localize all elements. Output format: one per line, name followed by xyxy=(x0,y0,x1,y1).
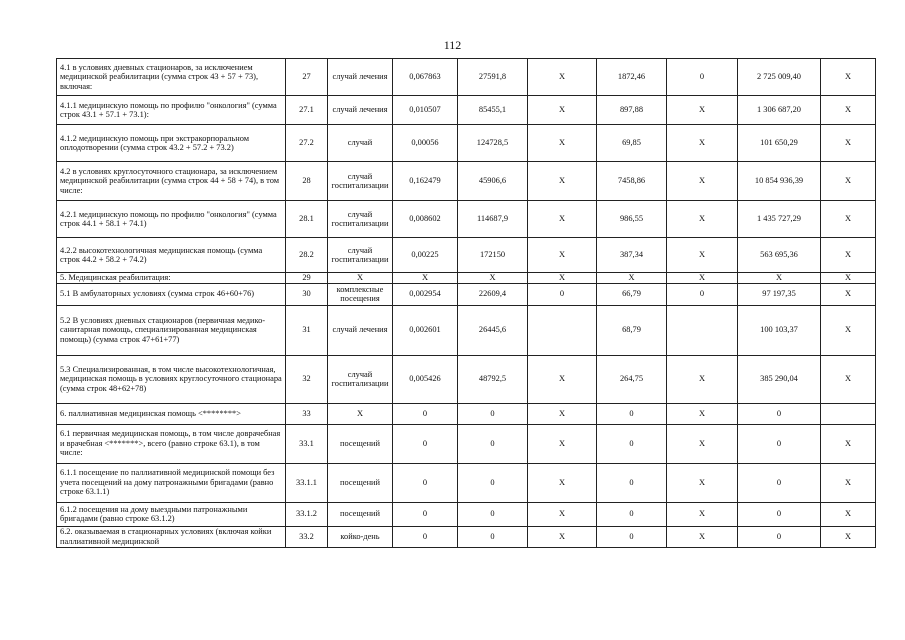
row-code: 29 xyxy=(286,273,328,284)
row-col7: 1872,46 xyxy=(597,59,667,96)
row-col6: 0 xyxy=(528,283,597,305)
row-col9: 385 290,04 xyxy=(738,355,821,403)
row-col7: 0 xyxy=(597,502,667,526)
row-col6: Х xyxy=(528,424,597,463)
row-cost: 0 xyxy=(458,463,528,502)
row-col8: 0 xyxy=(667,283,738,305)
row-unit: случай госпитализации xyxy=(328,238,393,273)
row-cost: 22609,4 xyxy=(458,283,528,305)
row-col8: Х xyxy=(667,162,738,201)
row-col10: Х xyxy=(821,424,876,463)
table-row xyxy=(57,463,876,502)
row-col8: Х xyxy=(667,273,738,284)
row-code: 28.1 xyxy=(286,201,328,238)
row-unit: посещений xyxy=(328,463,393,502)
row-col7: 264,75 xyxy=(597,355,667,403)
table-row xyxy=(57,526,876,547)
row-col10: Х xyxy=(821,273,876,284)
table-row xyxy=(57,305,876,355)
table-row xyxy=(57,283,876,305)
row-norm: 0,067863 xyxy=(393,59,458,96)
row-col8: Х xyxy=(667,526,738,547)
row-col9: 1 306 687,20 xyxy=(738,96,821,125)
row-norm: 0,005426 xyxy=(393,355,458,403)
row-unit: случай лечения xyxy=(328,59,393,96)
row-cost: 48792,5 xyxy=(458,355,528,403)
row-norm: 0 xyxy=(393,424,458,463)
row-code: 28 xyxy=(286,162,328,201)
row-name: 4.1.1 медицинскую помощь по профилю "онкология" (сумма строк 43.1 + 57.1 + 73.1): xyxy=(57,96,286,125)
row-col9: 0 xyxy=(738,502,821,526)
row-code: 33.1.2 xyxy=(286,502,328,526)
row-unit: посещений xyxy=(328,424,393,463)
row-col7: 387,34 xyxy=(597,238,667,273)
row-cost: 85455,1 xyxy=(458,96,528,125)
row-col10: Х xyxy=(821,283,876,305)
table-row xyxy=(57,273,876,284)
row-name: 6.1 первичная медицинская помощь, в том числе доврачебная и врачебная <*******>, всего (равно строке 63.1), в том числе: xyxy=(57,424,286,463)
data-table xyxy=(56,58,876,548)
row-col6: Х xyxy=(528,355,597,403)
row-col6 xyxy=(528,305,597,355)
row-code: 33.2 xyxy=(286,526,328,547)
row-col10: Х xyxy=(821,526,876,547)
row-code: 31 xyxy=(286,305,328,355)
row-norm: 0,162479 xyxy=(393,162,458,201)
row-cost: 0 xyxy=(458,502,528,526)
row-col10: Х xyxy=(821,125,876,162)
row-col9: 0 xyxy=(738,526,821,547)
row-col10: Х xyxy=(821,305,876,355)
row-col8: Х xyxy=(667,463,738,502)
row-code: 30 xyxy=(286,283,328,305)
row-col9: 1 435 727,29 xyxy=(738,201,821,238)
row-col9: Х xyxy=(738,273,821,284)
row-col6: Х xyxy=(528,125,597,162)
row-unit: случай госпитализации xyxy=(328,355,393,403)
row-norm: 0,00056 xyxy=(393,125,458,162)
row-name: 4.1.2 медицинскую помощь при экстракорпоральном оплодотворении (сумма строк 43.2 + 57.2 + 73.2) xyxy=(57,125,286,162)
row-col6: Х xyxy=(528,403,597,424)
row-col8: Х xyxy=(667,125,738,162)
row-norm: 0 xyxy=(393,526,458,547)
row-cost: 0 xyxy=(458,403,528,424)
table-row xyxy=(57,238,876,273)
row-col9: 101 650,29 xyxy=(738,125,821,162)
row-unit: посещений xyxy=(328,502,393,526)
row-col10: Х xyxy=(821,59,876,96)
row-col9: 563 695,36 xyxy=(738,238,821,273)
row-norm: 0 xyxy=(393,403,458,424)
row-col7: Х xyxy=(597,273,667,284)
row-cost: Х xyxy=(458,273,528,284)
row-name: 5.3 Специализированная, в том числе высокотехнологичная, медицинская помощь в условиях круглосуточного стационара (сумма строк 48+62+78) xyxy=(57,355,286,403)
row-col8: Х xyxy=(667,502,738,526)
row-col7: 0 xyxy=(597,424,667,463)
row-col9: 10 854 936,39 xyxy=(738,162,821,201)
row-col8: Х xyxy=(667,424,738,463)
row-col7: 897,88 xyxy=(597,96,667,125)
table-row xyxy=(57,96,876,125)
table-row xyxy=(57,502,876,526)
table-body xyxy=(57,59,876,548)
row-name: 6. паллиативная медицинская помощь <********> xyxy=(57,403,286,424)
row-norm: 0,008602 xyxy=(393,201,458,238)
row-name: 4.1 в условиях дневных стационаров, за исключением медицинской реабилитации (сумма строк 43 + 57 + 73), включая: xyxy=(57,59,286,96)
row-cost: 0 xyxy=(458,526,528,547)
row-col8: Х xyxy=(667,201,738,238)
row-col10: Х xyxy=(821,238,876,273)
row-norm: 0,00225 xyxy=(393,238,458,273)
row-col6: Х xyxy=(528,502,597,526)
row-col7: 69,85 xyxy=(597,125,667,162)
row-unit: Х xyxy=(328,273,393,284)
row-code: 33.1 xyxy=(286,424,328,463)
row-name: 6.2. оказываемая в стационарных условиях (включая койки паллиативной медицинской xyxy=(57,526,286,547)
row-col9: 2 725 009,40 xyxy=(738,59,821,96)
row-col8: 0 xyxy=(667,59,738,96)
table-row xyxy=(57,355,876,403)
row-name: 4.2.2 высокотехнологичная медицинская помощь (сумма строк 44.2 + 58.2 + 74.2) xyxy=(57,238,286,273)
row-cost: 172150 xyxy=(458,238,528,273)
table-row xyxy=(57,403,876,424)
row-unit: случай лечения xyxy=(328,305,393,355)
row-col9: 0 xyxy=(738,403,821,424)
row-col7: 0 xyxy=(597,463,667,502)
row-code: 33.1.1 xyxy=(286,463,328,502)
table-row xyxy=(57,424,876,463)
row-col6: Х xyxy=(528,162,597,201)
row-col6: Х xyxy=(528,201,597,238)
row-col7: 986,55 xyxy=(597,201,667,238)
row-name: 4.2 в условиях круглосуточного стационара, за исключением медицинской реабилитации (сумма строк 44 + 58 + 74), в том числе: xyxy=(57,162,286,201)
row-unit: случай xyxy=(328,125,393,162)
row-col7: 66,79 xyxy=(597,283,667,305)
table-row xyxy=(57,59,876,96)
row-name: 4.2.1 медицинскую помощь по профилю "онкология" (сумма строк 44.1 + 58.1 + 74.1) xyxy=(57,201,286,238)
row-col9: 0 xyxy=(738,424,821,463)
table-row xyxy=(57,201,876,238)
row-col8: Х xyxy=(667,403,738,424)
row-code: 27 xyxy=(286,59,328,96)
row-cost: 45906,6 xyxy=(458,162,528,201)
row-col6: Х xyxy=(528,238,597,273)
row-norm: 0,010507 xyxy=(393,96,458,125)
row-cost: 124728,5 xyxy=(458,125,528,162)
row-cost: 26445,6 xyxy=(458,305,528,355)
row-col10: Х xyxy=(821,201,876,238)
row-cost: 0 xyxy=(458,424,528,463)
row-cost: 114687,9 xyxy=(458,201,528,238)
row-code: 32 xyxy=(286,355,328,403)
row-col8: Х xyxy=(667,238,738,273)
row-col8: Х xyxy=(667,96,738,125)
row-unit: Х xyxy=(328,403,393,424)
row-col10 xyxy=(821,403,876,424)
row-col10: Х xyxy=(821,355,876,403)
row-col7: 0 xyxy=(597,526,667,547)
page-number: 112 xyxy=(443,38,462,52)
row-col10: Х xyxy=(821,502,876,526)
row-col7: 68,79 xyxy=(597,305,667,355)
row-col9: 97 197,35 xyxy=(738,283,821,305)
row-col6: Х xyxy=(528,59,597,96)
row-norm: 0 xyxy=(393,502,458,526)
row-col10: Х xyxy=(821,463,876,502)
row-norm: 0 xyxy=(393,463,458,502)
row-cost: 27591,8 xyxy=(458,59,528,96)
row-col9: 100 103,37 xyxy=(738,305,821,355)
row-unit: случай госпитализации xyxy=(328,162,393,201)
row-name: 6.1.2 посещения на дому выездными патронажными бригадами (равно строке 63.1.2) xyxy=(57,502,286,526)
row-col6: Х xyxy=(528,526,597,547)
row-norm: 0,002601 xyxy=(393,305,458,355)
row-name: 5.2 В условиях дневных стационаров (первичная медико-санитарная помощь, специализированная медицинская помощь) (сумма строк 47+61+77) xyxy=(57,305,286,355)
row-name: 6.1.1 посещение по паллиативной медицинской помощи без учета посещений на дому патронажными бригадами (равно строке 63.1.1) xyxy=(57,463,286,502)
row-col8 xyxy=(667,305,738,355)
row-code: 27.2 xyxy=(286,125,328,162)
row-col6: Х xyxy=(528,463,597,502)
row-unit: комплексные посещения xyxy=(328,283,393,305)
row-code: 27.1 xyxy=(286,96,328,125)
row-code: 28.2 xyxy=(286,238,328,273)
table-row xyxy=(57,162,876,201)
row-unit: случай лечения xyxy=(328,96,393,125)
row-unit: койко-день xyxy=(328,526,393,547)
table-row xyxy=(57,125,876,162)
row-unit: случай госпитализации xyxy=(328,201,393,238)
row-col7: 7458,86 xyxy=(597,162,667,201)
row-col10: Х xyxy=(821,96,876,125)
row-norm: Х xyxy=(393,273,458,284)
row-col8: Х xyxy=(667,355,738,403)
row-norm: 0,002954 xyxy=(393,283,458,305)
row-col6: Х xyxy=(528,96,597,125)
row-col9: 0 xyxy=(738,463,821,502)
row-code: 33 xyxy=(286,403,328,424)
row-col6: Х xyxy=(528,273,597,284)
row-name: 5. Медицинская реабилитация: xyxy=(57,273,286,284)
row-name: 5.1 В амбулаторных условиях (сумма строк 46+60+76) xyxy=(57,283,286,305)
row-col10: Х xyxy=(821,162,876,201)
row-col7: 0 xyxy=(597,403,667,424)
